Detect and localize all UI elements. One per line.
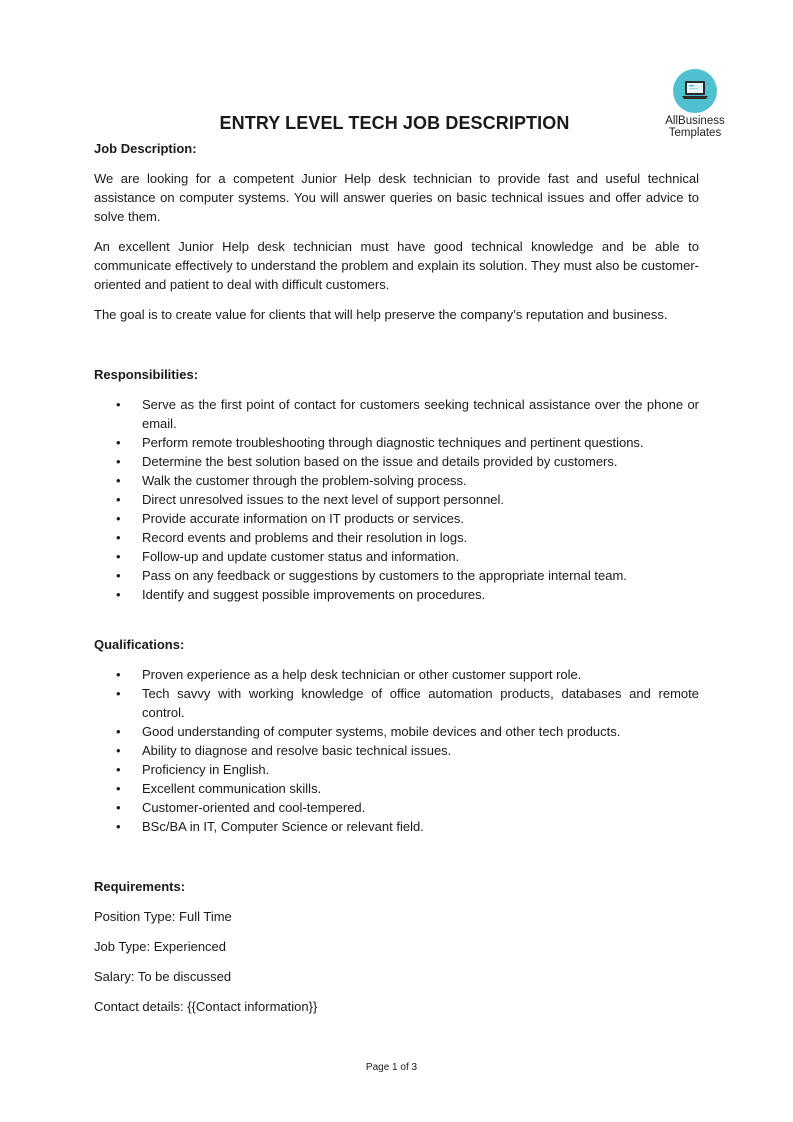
- bullet: •: [116, 473, 121, 488]
- list-item: [94, 665, 699, 684]
- list-item-text: Proven experience as a help desk technician or other customer support role.: [142, 667, 582, 682]
- list-item-text: Serve as the first point of contact for customers seeking technical assistance over the phone or email.: [142, 397, 699, 431]
- requirement-contact-details: Contact details: {{Contact information}}: [94, 999, 318, 1014]
- list-item: [94, 490, 699, 509]
- list-item-text: Excellent communication skills.: [142, 781, 322, 796]
- list-item-text: Follow-up and update customer status and information.: [142, 549, 460, 564]
- qualifications-heading: Qualifications:: [94, 637, 185, 652]
- bullet: •: [116, 800, 121, 815]
- page-number: Page 1 of 3: [365, 1062, 418, 1073]
- requirement-job-type: Job Type: Experienced: [94, 939, 227, 954]
- logo-text-line1: AllBusiness: [665, 115, 725, 127]
- qualifications-list: [94, 665, 699, 836]
- logo-text-line2: Templates: [668, 127, 722, 139]
- bullet: •: [116, 435, 121, 450]
- list-item-text: Provide accurate information on IT products or services.: [142, 511, 465, 526]
- list-item-text: Tech savvy with working knowledge of office automation products, databases and remote control.: [142, 686, 699, 720]
- requirement-position-type: Position Type: Full Time: [94, 909, 232, 924]
- bullet: •: [116, 568, 121, 583]
- list-item-text: Good understanding of computer systems, mobile devices and other tech products.: [142, 724, 621, 739]
- list-item: [94, 684, 699, 722]
- bullet: •: [116, 492, 121, 507]
- list-item-text: Direct unresolved issues to the next level of support personnel.: [142, 492, 505, 507]
- list-item: [94, 395, 699, 433]
- list-item-text: Identify and suggest possible improvements on procedures.: [142, 587, 486, 602]
- responsibilities-list: [94, 395, 699, 604]
- list-item: [94, 509, 699, 528]
- list-item-text: Record events and problems and their resolution in logs.: [142, 530, 468, 545]
- bullet: •: [116, 762, 121, 777]
- list-item: [94, 528, 699, 547]
- requirements-heading: Requirements:: [94, 879, 186, 894]
- list-item-text: Ability to diagnose and resolve basic technical issues.: [142, 743, 452, 758]
- job-description-paragraph-1: We are looking for a competent Junior Help desk technician to provide fast and useful technical assistance on computer systems. You will answer queries on basic technical issues and offer advice to solve them.: [94, 171, 699, 224]
- requirement-salary: Salary: To be discussed: [94, 969, 232, 984]
- list-item: [94, 566, 699, 585]
- bullet: •: [116, 530, 121, 545]
- bullet: •: [116, 511, 121, 526]
- list-item-text: Pass on any feedback or suggestions by customers to the appropriate internal team.: [142, 568, 627, 583]
- job-description-paragraph-3: The goal is to create value for clients that will help preserve the company’s reputation and business.: [94, 307, 668, 322]
- job-description-heading: Job Description:: [94, 141, 197, 156]
- bullet: •: [116, 819, 121, 834]
- list-item: [94, 722, 699, 741]
- list-item: [94, 760, 699, 779]
- laptop-icon: [682, 80, 708, 102]
- list-item-text: BSc/BA in IT, Computer Science or relevant field.: [142, 819, 424, 834]
- bullet: •: [116, 781, 121, 796]
- bullet: •: [116, 549, 121, 564]
- job-description-paragraph-2: An excellent Junior Help desk technician must have good technical knowledge and be able to communicate effectively to understand the problem and explain its solution. They must also be customer-oriented and patient to deal with difficult customers.: [94, 239, 699, 292]
- logo-circle: [673, 69, 717, 113]
- list-item-text: Walk the customer through the problem-solving process.: [142, 473, 467, 488]
- list-item: [94, 741, 699, 760]
- list-item: [94, 779, 699, 798]
- responsibilities-heading: Responsibilities:: [94, 367, 199, 382]
- bullet: •: [116, 686, 121, 701]
- list-item: [94, 471, 699, 490]
- bullet: •: [116, 397, 121, 412]
- list-item-text: Determine the best solution based on the issue and details provided by customers.: [142, 454, 618, 469]
- bullet: •: [116, 724, 121, 739]
- bullet: •: [116, 454, 121, 469]
- document-body: [94, 139, 699, 1016]
- bullet: •: [116, 587, 121, 602]
- document-title: ENTRY LEVEL TECH JOB DESCRIPTION: [219, 113, 570, 133]
- list-item: [94, 798, 699, 817]
- list-item-text: Proficiency in English.: [142, 762, 270, 777]
- bullet: •: [116, 667, 121, 682]
- list-item: [94, 433, 699, 452]
- list-item-text: Perform remote troubleshooting through diagnostic techniques and pertinent questions.: [142, 435, 644, 450]
- bullet: •: [116, 743, 121, 758]
- list-item: [94, 817, 699, 836]
- list-item: [94, 452, 699, 471]
- list-item: [94, 547, 699, 566]
- list-item-text: Customer-oriented and cool-tempered.: [142, 800, 366, 815]
- list-item: [94, 585, 699, 604]
